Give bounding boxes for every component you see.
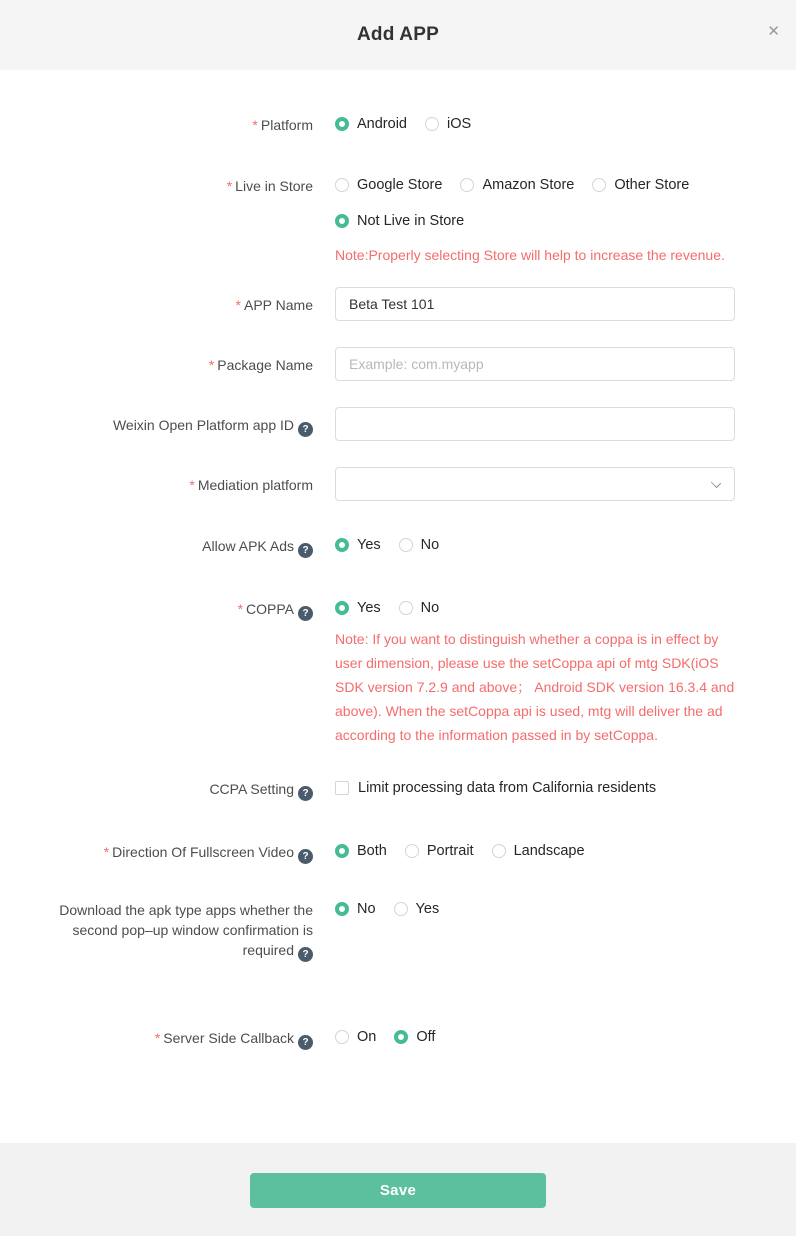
radio-popup-yes[interactable]: Yes <box>394 899 440 919</box>
mediation-platform-select[interactable] <box>335 467 735 501</box>
help-icon[interactable]: ? <box>298 947 313 962</box>
required-marker: * <box>154 1030 161 1046</box>
server-side-callback-radio-group <box>335 1027 735 1047</box>
help-icon[interactable]: ? <box>298 543 313 558</box>
radio-dot <box>399 538 413 552</box>
form-row-coppa <box>18 598 756 747</box>
form-row-weixin-app-id <box>18 407 756 441</box>
required-marker: * <box>237 601 244 617</box>
radio-allow-apk-yes[interactable]: Yes <box>335 535 381 555</box>
required-marker: * <box>189 477 195 493</box>
radio-dot <box>335 178 349 192</box>
weixin-app-id-input[interactable] <box>335 407 735 441</box>
radio-dot <box>460 178 474 192</box>
radio-dot-selected <box>335 538 349 552</box>
radio-dot-selected <box>335 844 349 858</box>
radio-allow-apk-no[interactable]: No <box>399 535 440 555</box>
radio-coppa-no[interactable]: No <box>399 598 440 618</box>
fullscreen-direction-label: * Direction Of Fullscreen Video ? <box>18 841 313 864</box>
radio-dot <box>399 601 413 615</box>
app-name-input[interactable] <box>335 287 735 321</box>
package-name-input[interactable] <box>335 347 735 381</box>
radio-other-store[interactable]: Other Store <box>592 175 689 195</box>
required-marker: * <box>208 357 215 373</box>
allow-apk-ads-radio-group <box>335 535 735 555</box>
apk-second-popup-radio-group <box>335 899 735 919</box>
form-row-live-in-store <box>18 175 756 267</box>
allow-apk-ads-label: Allow APK Ads ? <box>18 535 313 558</box>
radio-popup-no[interactable]: No <box>335 899 376 919</box>
radio-android[interactable]: Android <box>335 114 407 134</box>
help-icon[interactable]: ? <box>298 606 313 621</box>
store-selection-note: Note:Properly selecting Store will help to increase the revenue. <box>335 247 725 263</box>
help-icon[interactable]: ? <box>298 422 313 437</box>
platform-radio-group <box>335 114 735 134</box>
radio-dot <box>405 844 419 858</box>
required-marker: * <box>235 297 241 313</box>
radio-dot <box>592 178 606 192</box>
package-name-label: * Package Name <box>208 357 313 373</box>
required-marker: * <box>252 117 258 133</box>
coppa-note: Note: If you want to distinguish whether a coppa is in effect by user dimension, please use the setCoppa api of mtg SDK(iOS SDK version 7.2.9 and above； Android SDK version 16.3.4 and above). When the setCoppa api is used, mtg will deliver the ad according to the information passed in by setCoppa. <box>335 631 735 743</box>
form-row-allow-apk-ads <box>18 535 756 558</box>
form-row-server-side-callback <box>18 1027 756 1050</box>
dialog-footer <box>0 1143 796 1236</box>
mediation-platform-label: * Mediation platform <box>189 477 313 493</box>
radio-dot <box>394 902 408 916</box>
apk-second-popup-label: Download the apk type apps whether the second pop–up window confirmation is required ? <box>59 902 313 960</box>
radio-dot-selected <box>335 902 349 916</box>
form-row-app-name <box>18 287 756 321</box>
form-row-apk-second-popup <box>18 899 756 962</box>
close-icon[interactable]: ✕ <box>767 23 780 40</box>
radio-dot-selected <box>394 1030 408 1044</box>
radio-dot <box>492 844 506 858</box>
chevron-down-icon <box>711 478 721 488</box>
weixin-app-id-label: Weixin Open Platform app ID ? <box>18 407 313 441</box>
radio-callback-off[interactable]: Off <box>394 1027 435 1047</box>
checkbox-box <box>335 781 349 795</box>
required-marker: * <box>226 178 233 194</box>
radio-coppa-yes[interactable]: Yes <box>335 598 381 618</box>
form-row-package-name <box>18 347 756 381</box>
fullscreen-direction-radio-group <box>335 841 735 861</box>
platform-label: * Platform <box>252 117 313 133</box>
radio-direction-both[interactable]: Both <box>335 841 387 861</box>
radio-dot-selected <box>335 214 349 228</box>
live-in-store-radio-group-row1 <box>335 175 735 195</box>
radio-direction-portrait[interactable]: Portrait <box>405 841 474 861</box>
radio-google-store[interactable]: Google Store <box>335 175 442 195</box>
coppa-radio-group <box>335 598 735 618</box>
dialog-title: Add APP <box>357 24 439 45</box>
radio-amazon-store[interactable]: Amazon Store <box>460 175 574 195</box>
save-button[interactable]: Save <box>250 1173 546 1208</box>
radio-not-live-in-store[interactable]: Not Live in Store <box>335 211 464 231</box>
live-in-store-radio-group-row2 <box>335 211 735 231</box>
add-app-form <box>0 70 796 1143</box>
help-icon[interactable]: ? <box>298 786 313 801</box>
radio-dot-selected <box>335 117 349 131</box>
radio-ios[interactable]: iOS <box>425 114 471 134</box>
radio-callback-on[interactable]: On <box>335 1027 376 1047</box>
radio-direction-landscape[interactable]: Landscape <box>492 841 585 861</box>
ccpa-limit-checkbox[interactable]: Limit processing data from California residents <box>335 778 656 798</box>
server-side-callback-label: * Server Side Callback ? <box>18 1027 313 1050</box>
app-name-label: * APP Name <box>235 297 313 313</box>
form-row-fullscreen-direction <box>18 841 756 864</box>
form-row-platform <box>18 114 756 135</box>
dialog-header <box>0 0 796 70</box>
radio-dot-selected <box>335 601 349 615</box>
form-row-mediation-platform <box>18 467 756 501</box>
ccpa-setting-label: CCPA Setting ? <box>18 778 313 801</box>
radio-dot <box>425 117 439 131</box>
live-in-store-label: * Live in Store <box>226 178 313 194</box>
help-icon[interactable]: ? <box>298 849 313 864</box>
coppa-label: * COPPA ? <box>18 598 313 747</box>
help-icon[interactable]: ? <box>298 1035 313 1050</box>
form-row-ccpa-setting <box>18 778 756 801</box>
radio-dot <box>335 1030 349 1044</box>
required-marker: * <box>103 844 110 860</box>
